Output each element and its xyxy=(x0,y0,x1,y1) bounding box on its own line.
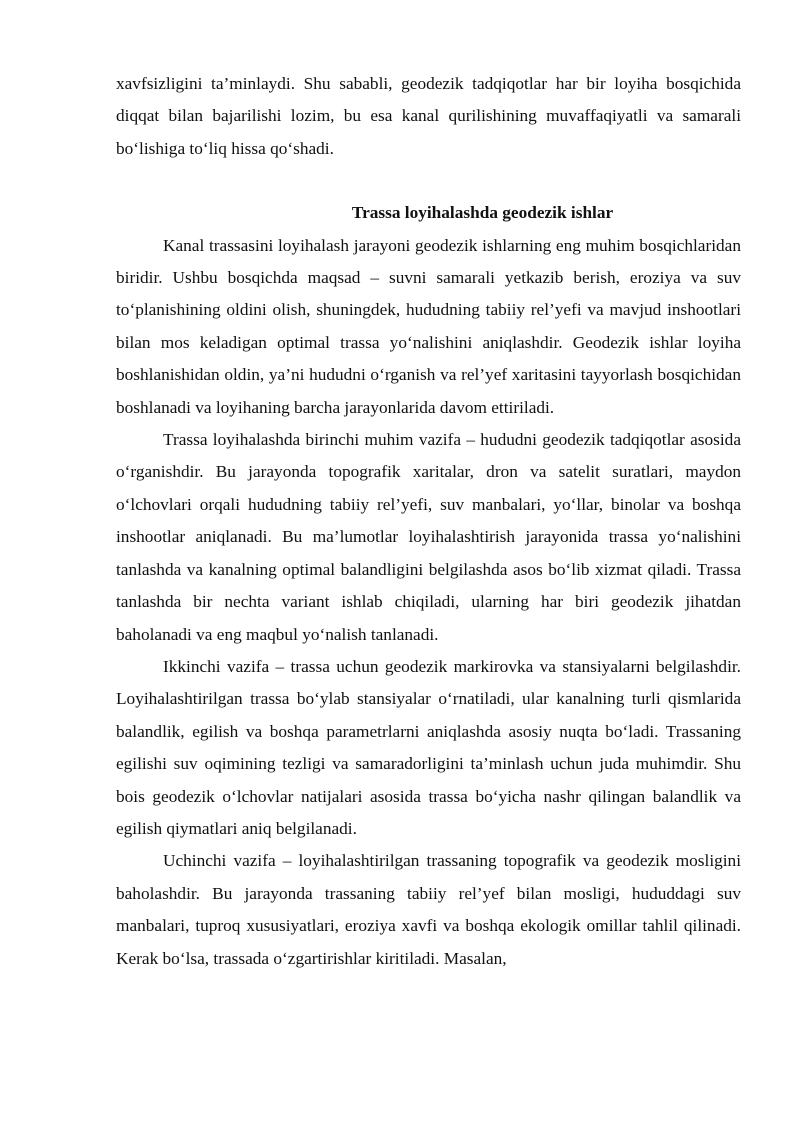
paragraph-third-task: Uchinchi vazifa – loyihalashtirilgan trassaning topografik va geodezik mosligini baholashdir. Bu jarayonda trassaning tabiiy rel’yef bilan mosligi, hududdagi suv manbalari, tuproq xususiyatlari, eroziya xavfi va boshqa ekologik omillar tahlil qilinadi. Kerak bo‘lsa, trassada o‘zgartirishlar kiritiladi. Masalan, xyxy=(116,851,741,968)
paragraph-first-task: Trassa loyihalashda birinchi muhim vazifa – hududni geodezik tadqiqotlar asosida o‘rganishdir. Bu jarayonda topografik xaritalar, dron va satelit suratlari, maydon o‘lchovlari orqali hududning tabiiy rel’yefi, suv manbalari, yo‘llar, binolar va boshqa inshootlar aniqlanadi. Bu ma’lumotlar loyihalashtirish jarayonida trassa yo‘nalishini tanlashda va kanalning optimal balandligini belgilashda asos bo‘lib xizmat qiladi. Trassa tanlashda bir nechta variant ishlab chiqiladi, ularning har biri geodezik jihatdan baholanadi va eng maqbul yo‘nalish tanlanadi. xyxy=(116,430,741,644)
paragraph-intro: Kanal trassasini loyihalash jarayoni geodezik ishlarning eng muhim bosqichlaridan biridir. Ushbu bosqichda maqsad – suvni samarali yetkazib berish, eroziya va suv to‘planishining oldini olish, shuningdek, hududning tabiiy rel’yefi va mavjud inshootlari bilan mos keladigan optimal trassa yo‘nalishini aniqlashdir. Geodezik ishlar loyiha boshlanishidan oldin, ya’ni hududni o‘rganish va rel’yef xaritasini tayyorlash bosqichidan boshlanadi va loyihaning barcha jarayonlarida davom ettiriladi. xyxy=(116,235,741,417)
paragraph-continuation: xavfsizligini ta’minlaydi. Shu sababli, geodezik tadqiqotlar har bir loyiha bosqichida diqqat bilan bajarilishi lozim, bu esa kanal qurilishining muvaffaqiyatli va samarali bo‘lishiga to‘liq hissa qo‘shadi. xyxy=(116,74,741,158)
section-title: Trassa loyihalashda geodezik ishlar xyxy=(351,203,614,223)
document-body xyxy=(116,68,741,975)
paragraph-second-task: Ikkinchi vazifa – trassa uchun geodezik markirovka va stansiyalarni belgilashdir. Loyihalashtirilgan trassa bo‘ylab stansiyalar o‘rnatiladi, ular kanalning turli qismlarida balandlik, egilish va boshqa parametrlarni aniqlashda asosiy nuqta bo‘ladi. Trassaning egilishi suv oqimining tezligi va samaradorligini ta’minlash uchun juda muhimdir. Shu bois geodezik o‘lchovlar natijalari asosida trassa bo‘yicha nashr qilingan balandlik va egilish qiymatlari aniq belgilanadi. xyxy=(116,656,741,838)
